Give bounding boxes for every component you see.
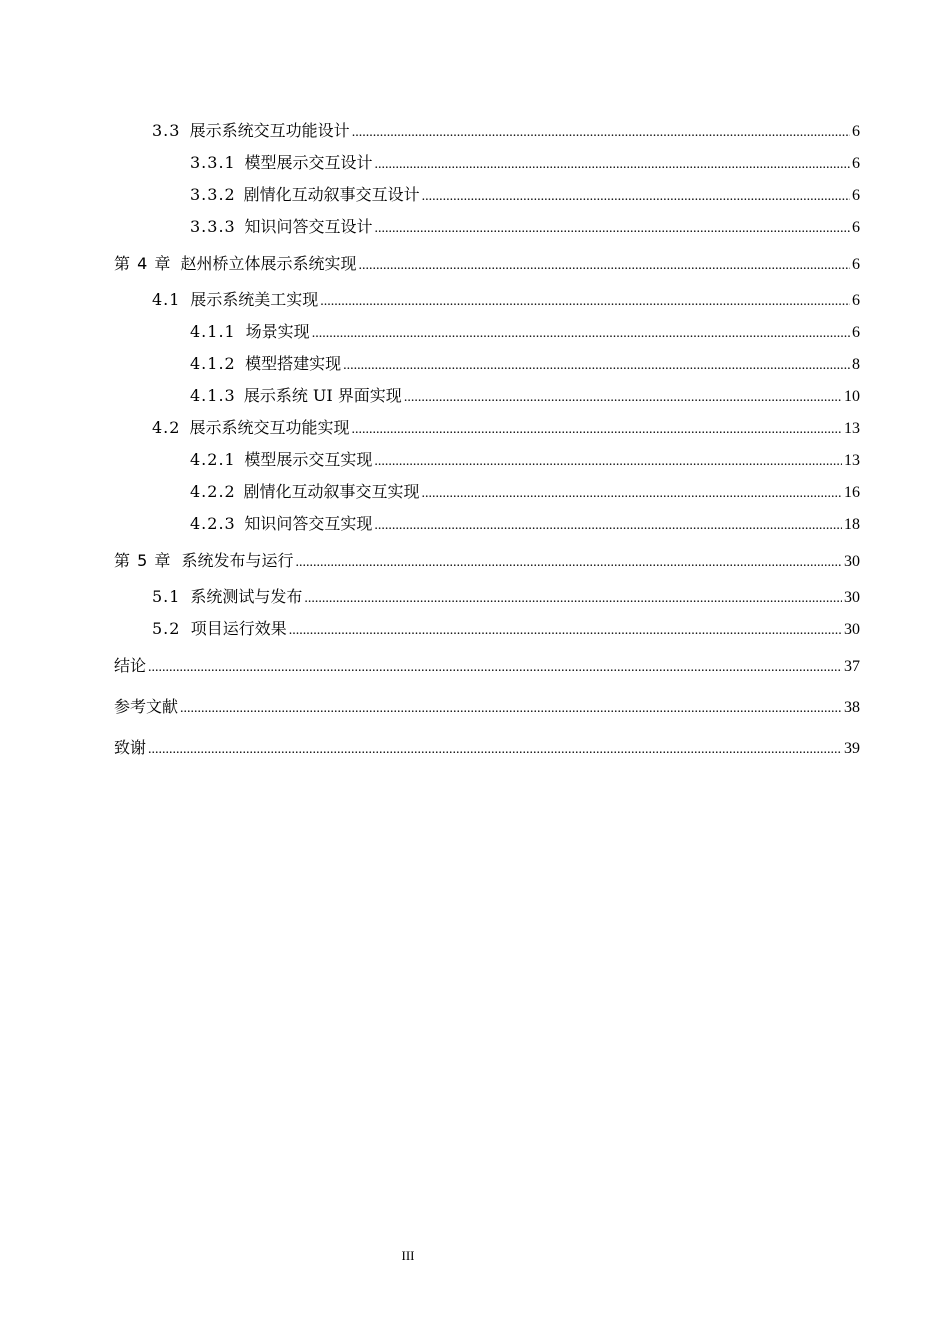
toc-entry-title: 展示系统交互功能实现 bbox=[189, 418, 350, 437]
dot-leader bbox=[374, 444, 842, 478]
toc-entry-number: 3.3 bbox=[152, 121, 181, 140]
toc-entry[interactable] bbox=[114, 444, 860, 476]
dot-leader bbox=[343, 348, 850, 382]
toc-entry[interactable] bbox=[114, 412, 860, 444]
dot-leader bbox=[148, 645, 842, 688]
dot-leader bbox=[375, 147, 850, 181]
toc-entry[interactable] bbox=[114, 211, 860, 243]
dot-leader bbox=[358, 243, 850, 286]
dot-leader bbox=[422, 476, 842, 510]
dot-leader bbox=[320, 284, 850, 318]
toc-entry[interactable] bbox=[114, 613, 860, 645]
toc-entry-title: 项目运行效果 bbox=[190, 619, 287, 638]
toc-entry-title: 展示系统 UI 界面实现 bbox=[243, 386, 402, 405]
toc-entry-page: 16 bbox=[844, 484, 860, 501]
toc-entry-page: 30 bbox=[844, 553, 860, 570]
toc-entry-number: 4.1 bbox=[152, 290, 181, 309]
toc-entry-number: 3.3.2 bbox=[190, 185, 236, 204]
dot-leader bbox=[375, 211, 850, 245]
toc-entry-title: 系统发布与运行 bbox=[181, 551, 294, 570]
toc-entry-number: 5.2 bbox=[152, 619, 181, 638]
toc-entry-number: 5.1 bbox=[152, 587, 181, 606]
toc-entry-page: 6 bbox=[852, 292, 860, 309]
toc-entry-page: 30 bbox=[844, 621, 860, 638]
dot-leader bbox=[289, 613, 842, 647]
toc-chapter-entry[interactable] bbox=[114, 243, 860, 284]
dot-leader bbox=[304, 581, 842, 615]
toc-chapter-entry[interactable] bbox=[114, 540, 860, 581]
toc-entry[interactable] bbox=[114, 284, 860, 316]
toc-entry-page: 18 bbox=[844, 516, 860, 533]
toc-entry[interactable] bbox=[114, 316, 860, 348]
toc-entry-page: 13 bbox=[844, 452, 860, 469]
toc-entry-page: 39 bbox=[844, 740, 860, 757]
dot-leader bbox=[295, 540, 842, 583]
toc-entry-page: 6 bbox=[852, 155, 860, 172]
dot-leader bbox=[180, 686, 842, 729]
page-number-footer: III bbox=[401, 1248, 415, 1263]
toc-entry-title: 模型展示交互实现 bbox=[244, 450, 373, 469]
toc-entry[interactable] bbox=[114, 380, 860, 412]
toc-entry-title: 展示系统交互功能设计 bbox=[189, 121, 350, 140]
toc-entry[interactable] bbox=[114, 508, 860, 540]
toc-entry-number: 4.2 bbox=[152, 418, 181, 437]
toc-chapter-entry[interactable] bbox=[114, 727, 860, 768]
toc-entry-title: 展示系统美工实现 bbox=[190, 290, 319, 309]
dot-leader bbox=[352, 412, 842, 446]
toc-chapter-entry[interactable] bbox=[114, 645, 860, 686]
toc-entry-title: 知识问答交互实现 bbox=[244, 514, 373, 533]
toc-entry-title: 剧情化互动叙事交互设计 bbox=[243, 185, 420, 204]
toc-entry-title: 剧情化互动叙事交互实现 bbox=[243, 482, 420, 501]
dot-leader bbox=[404, 380, 842, 414]
toc-entry-number: 4.2.1 bbox=[190, 450, 236, 469]
table-of-contents bbox=[114, 115, 860, 768]
toc-entry[interactable] bbox=[114, 476, 860, 508]
dot-leader bbox=[148, 727, 842, 770]
toc-entry-number: 4.2.2 bbox=[190, 482, 236, 501]
toc-entry-title: 致谢 bbox=[114, 738, 147, 757]
toc-entry-title: 场景实现 bbox=[245, 322, 310, 341]
toc-entry[interactable] bbox=[114, 115, 860, 147]
toc-entry-title: 知识问答交互设计 bbox=[244, 217, 373, 236]
toc-entry-page: 10 bbox=[844, 388, 860, 405]
toc-entry-title: 模型展示交互设计 bbox=[244, 153, 373, 172]
toc-entry-page: 37 bbox=[844, 658, 860, 675]
toc-entry-number: 3.3.3 bbox=[190, 217, 236, 236]
dot-leader bbox=[352, 115, 850, 149]
toc-entry-page: 6 bbox=[852, 256, 860, 273]
toc-entry-page: 8 bbox=[852, 356, 860, 373]
toc-entry-title: 系统测试与发布 bbox=[190, 587, 303, 606]
toc-chapter-entry[interactable] bbox=[114, 686, 860, 727]
toc-entry-number: 第 5 章 bbox=[114, 551, 172, 570]
toc-entry[interactable] bbox=[114, 348, 860, 380]
toc-entry-page: 6 bbox=[852, 324, 860, 341]
toc-entry-title: 模型搭建实现 bbox=[245, 354, 342, 373]
toc-entry[interactable] bbox=[114, 581, 860, 613]
toc-entry[interactable] bbox=[114, 147, 860, 179]
toc-entry-page: 6 bbox=[852, 219, 860, 236]
dot-leader bbox=[422, 179, 850, 213]
toc-entry-page: 13 bbox=[844, 420, 860, 437]
toc-entry-title: 赵州桥立体展示系统实现 bbox=[180, 254, 357, 273]
toc-entry[interactable] bbox=[114, 179, 860, 211]
dot-leader bbox=[312, 316, 850, 350]
toc-entry-number: 第 4 章 bbox=[114, 254, 172, 273]
toc-entry-page: 6 bbox=[852, 187, 860, 204]
toc-entry-page: 30 bbox=[844, 589, 860, 606]
toc-entry-number: 4.1.3 bbox=[190, 386, 236, 405]
toc-entry-page: 38 bbox=[844, 699, 860, 716]
toc-entry-title: 结论 bbox=[114, 656, 147, 675]
toc-entry-number: 4.1.2 bbox=[190, 354, 236, 373]
toc-entry-number: 3.3.1 bbox=[190, 153, 236, 172]
dot-leader bbox=[374, 508, 842, 542]
toc-entry-number: 4.1.1 bbox=[190, 322, 236, 341]
toc-entry-page: 6 bbox=[852, 123, 860, 140]
toc-entry-title: 参考文献 bbox=[114, 697, 179, 716]
toc-entry-number: 4.2.3 bbox=[190, 514, 236, 533]
